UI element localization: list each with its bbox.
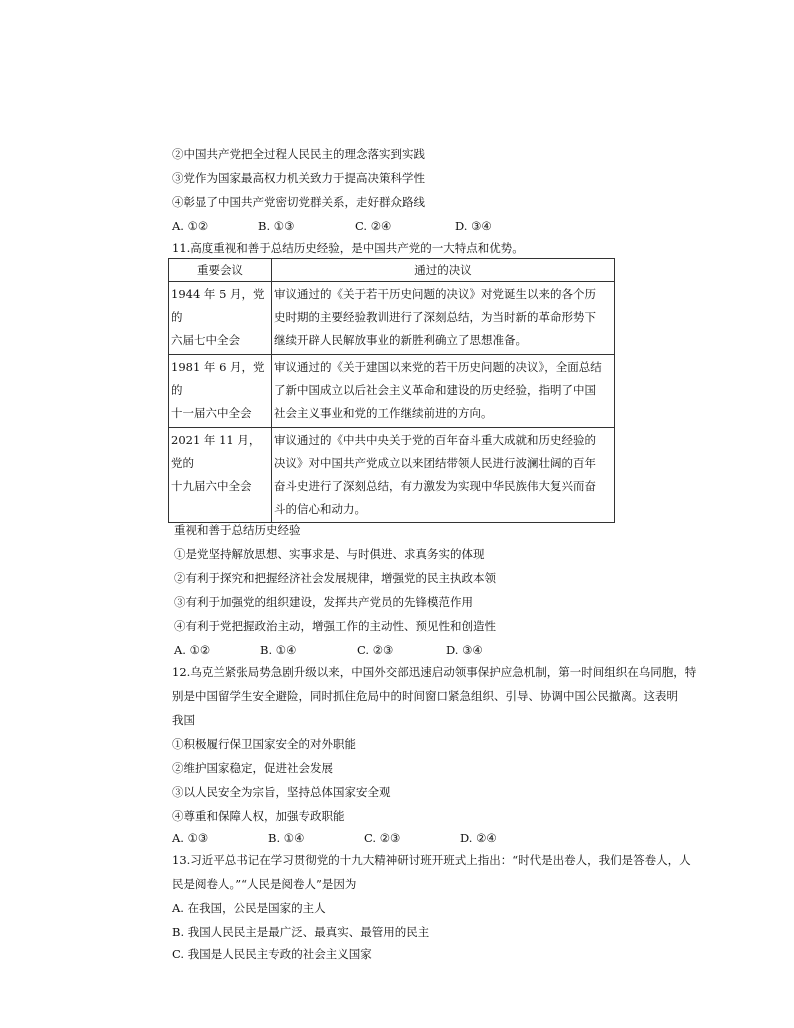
q12-stem-line-2: 别是中国留学生安全避险，同时抓住危局中的时间窗口紧急组织、引导、协调中国公民撤离。这表明 [172,689,678,703]
meeting-cell [169,282,272,355]
q13-option-b: B. 我国人民民主是最广泛、最真实、最管用的民主 [172,925,430,939]
q10-option-c: C. ②④ [355,219,392,233]
q12-item-4: ④尊重和保障人权，加强专政职能 [172,809,345,823]
resolution-line: 继续开辟人民解放事业的新胜利确立了思想准备。 [274,333,527,347]
q13-stem-line-1: 13.习近平总书记在学习贯彻党的十九大精神研讨班开班式上指出：“时代是出卷人，我们是答卷人，人 [172,853,691,867]
q10-option-d: D. ③④ [455,219,492,233]
table-header-row [169,259,615,282]
q12-option-d: D. ②④ [460,831,497,845]
table-row [169,355,615,428]
meeting-line: 1981 年 6 月，党的 [171,360,265,397]
resolution-line: 审议通过的《关于若干历史问题的决议》对党诞生以来的各个历 [274,287,596,301]
q11-option-c: C. ②③ [357,643,394,657]
q11-options [174,642,483,658]
q12-options [172,830,497,846]
resolution-line: 斗的信心和动力。 [274,502,366,516]
q11-item-2: ②有利于探究和把握经济社会发展规律，增强党的民主执政本领 [174,571,496,585]
q10-option-b: B. ①③ [258,219,295,233]
q12-stem-line-1: 12.乌克兰紧张局势急剧升级以来，中国外交部迅速启动领事保护应急机制，第一时间组织在乌同胞，特 [172,665,697,679]
q12-option-c: C. ②③ [364,831,401,845]
resolution-line: 决议》对中国共产党成立以来团结带领人民进行波澜壮阔的百年 [274,456,596,470]
q13-option-c: C. 我国是人民民主专政的社会主义国家 [172,947,372,961]
table-row [169,282,615,355]
resolution-cell [272,282,615,355]
q12-option-b: B. ①④ [268,831,305,845]
meeting-cell [169,428,272,523]
q10-options [172,218,492,234]
resolution-line: 审议通过的《关于建国以来党的若干历史问题的决议》，全面总结 [274,360,602,374]
resolution-line: 社会主义事业和党的工作继续前进的方向。 [274,406,493,420]
q13-option-a: A. 在我国，公民是国家的主人 [172,901,326,915]
q12-item-3: ③以人民安全为宗旨，坚持总体国家安全观 [172,785,391,799]
table-header-meeting: 重要会议 [169,259,272,282]
q11-item-1: ①是党坚持解放思想、实事求是、与时俱进、求真务实的体现 [174,547,485,561]
meeting-line: 十九届六中全会 [171,479,252,493]
resolution-line: 史时期的主要经验教训进行了深刻总结，为当时新的革命形势下 [274,310,596,324]
resolution-cell [272,355,615,428]
q11-option-d: D. ③④ [446,643,483,657]
q10-item-2: ②中国共产党把全过程人民民主的理念落实到实践 [172,147,425,161]
history-resolutions-table [168,258,615,523]
q12-option-a: A. ①③ [172,831,209,845]
q11-stem: 11.高度重视和善于总结历史经验，是中国共产党的一大特点和优势。 [172,241,524,255]
q13-stem-line-2: 民是阅卷人。”“人民是阅卷人”是因为 [172,877,357,891]
meeting-cell [169,355,272,428]
q12-item-1: ①积极履行保卫国家安全的对外职能 [172,737,356,751]
table-header-resolution: 通过的决议 [272,259,615,282]
q11-option-a: A. ①② [174,643,211,657]
q11-option-b: B. ①④ [260,643,297,657]
resolution-line: 审议通过的《中共中央关于党的百年奋斗重大成就和历史经验的 [274,433,596,447]
meeting-line: 十一届六中全会 [171,406,252,420]
q10-item-4: ④彰显了中国共产党密切党群关系，走好群众路线 [172,195,425,209]
table-row [169,428,615,523]
q11-item-3: ③有利于加强党的组织建设，发挥共产党员的先锋模范作用 [174,595,473,609]
meeting-line: 六届七中全会 [171,333,240,347]
q11-item-4: ④有利于党把握政治主动，增强工作的主动性、预见性和创造性 [174,619,496,633]
resolution-line: 了新中国成立以后社会主义革命和建设的历史经验，指明了中国 [274,383,596,397]
q10-item-3: ③党作为国家最高权力机关致力于提高决策科学性 [172,171,425,185]
q12-item-2: ②维护国家稳定，促进社会发展 [172,761,333,775]
meeting-line: 2021 年 11 月，党的 [171,433,261,470]
q10-option-a: A. ①② [172,219,209,233]
q12-stem-line-3: 我国 [172,713,195,727]
q11-lead: 重视和善于总结历史经验 [174,523,301,537]
resolution-line: 奋斗史进行了深刻总结，有力激发为实现中华民族伟大复兴而奋 [274,479,596,493]
resolution-cell [272,428,615,523]
meeting-line: 1944 年 5 月，党的 [171,287,265,324]
